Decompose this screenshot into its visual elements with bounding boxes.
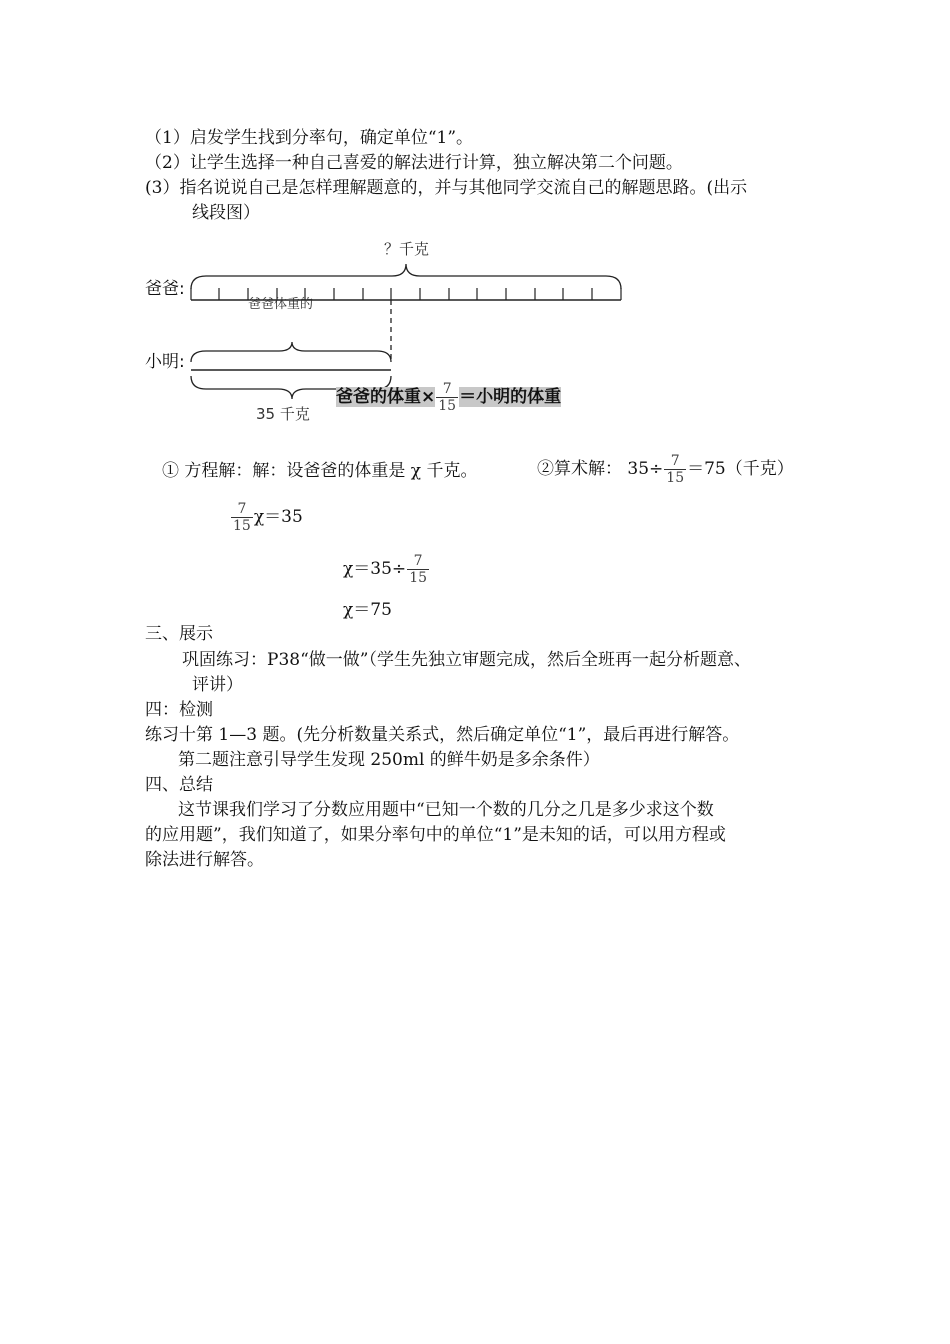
unknown-weight-label: ？千克 [384,240,430,258]
method-2-suffix: ＝75（千克） [687,459,794,479]
equation-step-3: χ＝75 [343,600,392,620]
line-segment-diagram [0,0,950,440]
step-3-cont: 线段图） [192,203,260,223]
ming-weight-label: 35 千克 [256,405,310,423]
section-summary-line-1: 这节课我们学习了分数应用题中“已知一个数的几分之几是多少求这个数 [178,800,714,820]
eq1-fraction: $\frac{7}{15}$ [233,501,251,534]
eq2-prefix: χ＝35÷ [343,559,407,579]
section-summary-line-2: 的应用题”，我们知道了，如果分率句中的单位“1”是未知的话，可以用方程或 [145,825,726,845]
section-show-title: 三、展示 [145,624,213,644]
step-1: （1）启发学生找到分率句，确定单位“1”。 [145,128,474,148]
section-summary-title: 四、总结 [145,775,213,795]
section-summary-line-3: 除法进行解答。 [145,850,264,870]
equation-left: 爸爸的体重× [336,387,436,407]
dad-label: 爸爸: [145,279,185,299]
dad-sub-label: 爸爸体重的 [248,297,314,312]
equation-fraction: $\frac{7}{15}$ [438,381,457,414]
section-check-title: 四：检测 [145,700,213,720]
ming-top-brace [191,342,391,362]
equation-step-1 [230,501,303,534]
dad-brace [191,264,621,289]
section-check-body-cont: 第二题注意引导学生发现 250ml 的鲜牛奶是多余条件） [178,750,600,770]
section-show-body: 巩固练习：P38“做一做”（学生先独立审题完成，然后全班再一起分析题意、 [182,650,751,670]
equation-right: ＝小明的体重 [459,387,562,407]
equation-step-2 [343,553,430,586]
eq2-fraction: $\frac{7}{15}$ [409,553,428,586]
step-2: （2）让学生选择一种自己喜爱的解法进行计算，独立解决第二个问题。 [145,153,683,173]
section-show-body-cont: 评讲） [192,675,243,695]
section-check-body: 练习十第 1—3 题。(先分析数量关系式，然后确定单位“1”，最后再进行解答。 [145,725,740,745]
eq1-suffix: χ＝35 [253,507,303,527]
ming-label: 小明: [145,352,185,372]
method-1: ① 方程解：解：设爸爸的体重是 χ 千克。 [162,461,478,481]
step-3: (3）指名说说自己是怎样理解题意的，并与其他同学交流自己的解题思路。(出示 [145,178,748,198]
diagram-equation [336,381,561,414]
method-2-fraction: $\frac{7}{15}$ [666,453,685,486]
method-2 [537,453,794,486]
method-2-prefix: ②算术解： 35÷ [537,459,664,479]
